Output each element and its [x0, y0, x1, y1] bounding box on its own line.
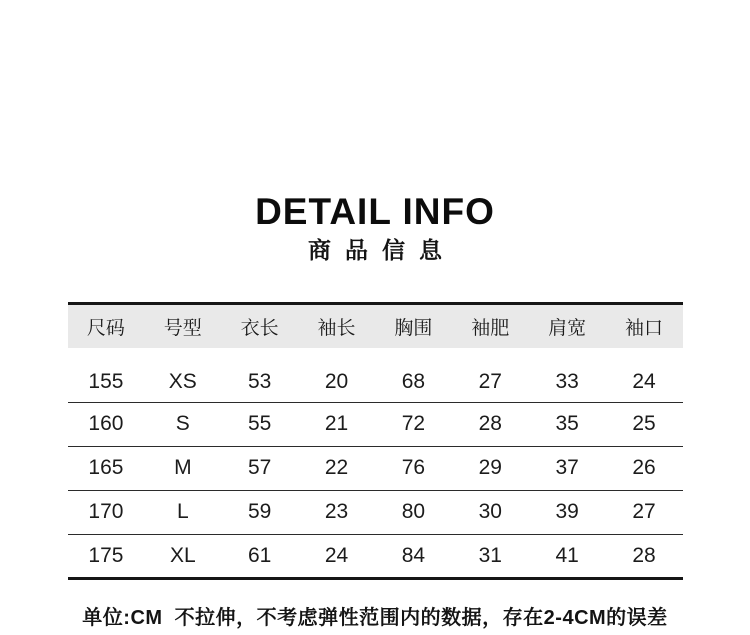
- table-cell: 30: [478, 500, 502, 524]
- table-cell: 20: [324, 369, 349, 393]
- size-table: [68, 302, 683, 580]
- table-cell: 25: [632, 412, 656, 436]
- table-cell: 170: [88, 500, 124, 524]
- header-cell-5: 袖肥: [471, 317, 510, 339]
- table-cell: M: [174, 456, 192, 480]
- page-subtitle: 商品信息: [308, 237, 456, 263]
- table-cell: XL: [169, 543, 196, 567]
- table-cell: 84: [401, 543, 426, 567]
- header-cell-0: 尺码: [86, 317, 125, 339]
- table-cell: 39: [555, 500, 579, 524]
- table-cell: 55: [248, 412, 272, 436]
- table-cell: 31: [478, 543, 502, 567]
- header-cell-4: 胸围: [394, 317, 433, 339]
- table-cell: 72: [401, 412, 426, 436]
- table-cell: 57: [248, 456, 272, 480]
- table-cell: XS: [168, 369, 197, 393]
- table-cell: L: [176, 500, 189, 524]
- size-table-head: [68, 303, 683, 348]
- table-cell: 59: [248, 500, 272, 524]
- table-cell: 28: [632, 543, 656, 567]
- table-cell: 76: [401, 456, 426, 480]
- table-row-1: [68, 402, 683, 446]
- table-cell: S: [175, 412, 190, 436]
- table-cell: 24: [632, 369, 656, 393]
- table-cell: 24: [324, 543, 349, 567]
- page-title: DETAIL INFO: [255, 191, 495, 232]
- table-cell: 80: [401, 500, 426, 524]
- table-cell: 28: [478, 412, 502, 436]
- unit-note: 单位:CM 不拉伸，不考虑弹性范围内的数据，存在2-4CM的误差: [82, 606, 668, 629]
- table-cell: 35: [555, 412, 579, 436]
- header-cell-3: 袖长: [317, 317, 356, 339]
- size-table-section: [0, 302, 750, 580]
- table-cell: 68: [401, 369, 426, 393]
- table-cell: 22: [324, 456, 349, 480]
- header-cell-6: 肩宽: [548, 317, 587, 339]
- table-cell: 37: [555, 456, 579, 480]
- table-cell: 27: [478, 369, 502, 393]
- table-cell: 27: [632, 500, 656, 524]
- header-cell-7: 袖口: [625, 317, 664, 339]
- table-row-0: [68, 348, 683, 402]
- header-cell-1: 号型: [163, 317, 202, 339]
- table-row-2: [68, 446, 683, 490]
- size-table-body: [68, 348, 683, 578]
- table-cell: 160: [88, 412, 124, 436]
- table-cell: 175: [88, 543, 124, 567]
- table-cell: 61: [248, 543, 272, 567]
- table-cell: 41: [555, 543, 579, 567]
- table-row-3: [68, 490, 683, 534]
- header-cell-2: 衣长: [240, 317, 279, 339]
- table-cell: 33: [555, 369, 579, 393]
- table-cell: 155: [88, 369, 124, 393]
- table-cell: 26: [632, 456, 656, 480]
- size-table-head-row: [68, 303, 683, 348]
- table-cell: 23: [324, 500, 349, 524]
- table-row-4: [68, 534, 683, 578]
- table-cell: 21: [324, 412, 349, 436]
- table-cell: 165: [88, 456, 124, 480]
- table-cell: 29: [478, 456, 502, 480]
- table-cell: 53: [248, 369, 272, 393]
